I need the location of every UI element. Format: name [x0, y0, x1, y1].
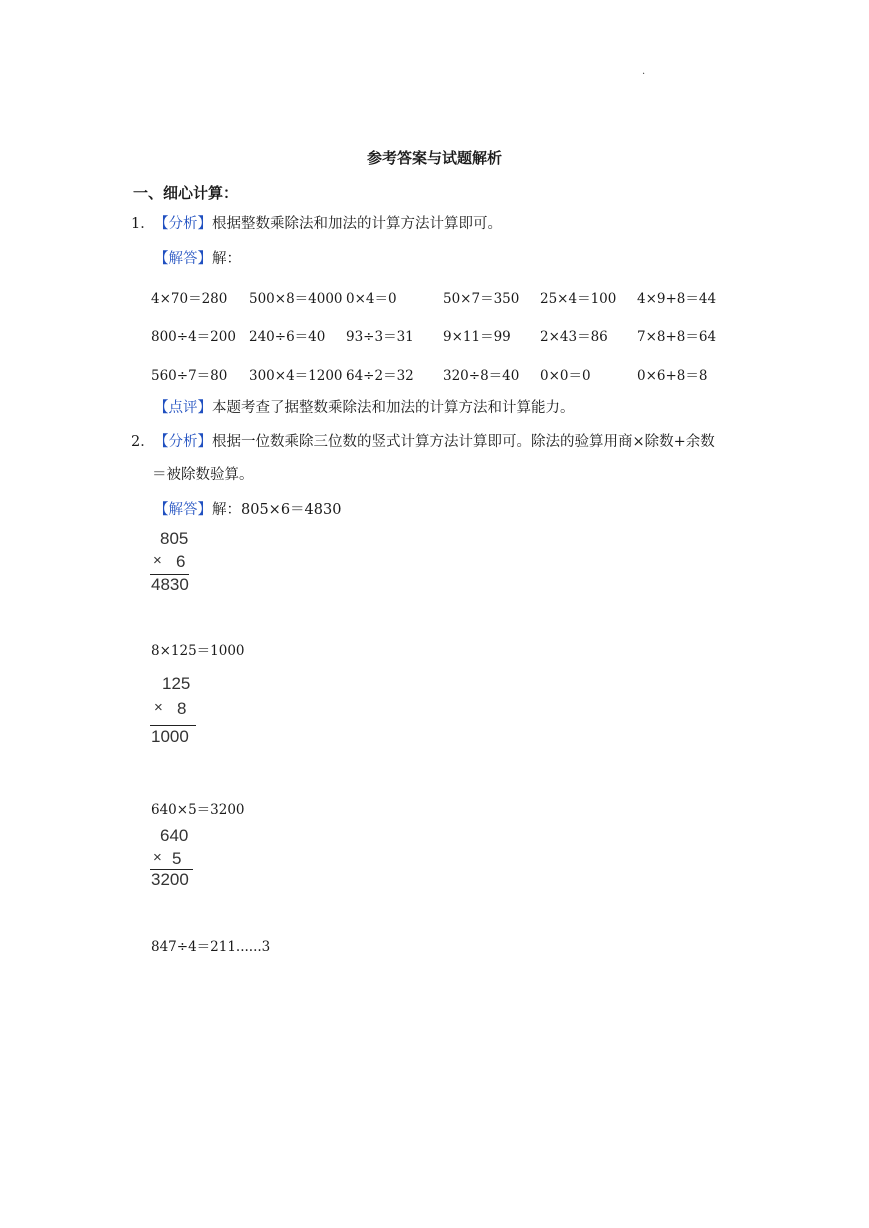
vertical-operator: × [153, 849, 162, 866]
q1-cell: 320÷8＝40 [443, 368, 520, 384]
q2-answer-text: 解：805×6＝4830 [212, 502, 342, 518]
q1-cell: 4×70＝280 [151, 291, 228, 307]
q1-cell: 2×43＝86 [540, 329, 608, 345]
q1-answer [154, 249, 241, 269]
q1-comment-tag: 【点评】 [154, 400, 212, 416]
q2-equation-4: 847÷4＝211......3 [151, 939, 271, 955]
vertical-operator: × [154, 699, 163, 716]
vertical-top: 805 [160, 529, 189, 548]
q1-answer-text: 解： [212, 251, 241, 267]
vertical-top: 640 [160, 826, 189, 845]
q1-answer-tag: 【解答】 [154, 251, 212, 267]
q2-answer [154, 500, 341, 520]
vertical-multiplier: 8 [177, 699, 187, 718]
vertical-operator: × [153, 552, 162, 569]
header-dot: . [642, 66, 646, 77]
vertical-multiplier: 6 [176, 552, 186, 571]
q1-cell: 0×0＝0 [540, 368, 591, 384]
q1-cell: 64÷2＝32 [346, 368, 414, 384]
vertical-divider [150, 725, 196, 726]
q1-cell: 0×4＝0 [346, 291, 397, 307]
q1-cell: 93÷3＝31 [346, 329, 414, 345]
q1-cell: 300×4＝1200 [249, 368, 343, 384]
q2-equation-2: 8×125＝1000 [151, 643, 245, 659]
q1-cell: 0×6+8＝8 [637, 368, 708, 384]
q2-analysis-text: 根据一位数乘除三位数的竖式计算方法计算即可。除法的验算用商×除数+余数 [212, 434, 715, 450]
q1-comment [154, 398, 575, 418]
q1-comment-text: 本题考查了据整数乘除法和加法的计算方法和计算能力。 [212, 400, 575, 416]
q2-analysis-tag: 【分析】 [154, 434, 212, 450]
q1-cell: 500×8＝4000 [249, 291, 343, 307]
q2-analysis-cont: ＝被除数验算。 [152, 467, 254, 483]
vertical-result: 3200 [151, 870, 189, 889]
q1-cell: 4×9+8＝44 [637, 291, 717, 307]
q1-cell: 25×4＝100 [540, 291, 617, 307]
q1-cell: 800÷4＝200 [151, 329, 236, 345]
page-title: 参考答案与试题解析 [366, 149, 502, 167]
q1-cell: 7×8+8＝64 [637, 329, 717, 345]
q1-analysis-text: 根据整数乘除法和加法的计算方法计算即可。 [212, 216, 502, 232]
q2-number: 2． [131, 434, 155, 450]
vertical-top: 125 [162, 674, 191, 693]
q1-analysis [154, 214, 502, 234]
q1-cell: 9×11＝99 [443, 329, 511, 345]
vertical-result: 1000 [151, 727, 189, 746]
section-heading-1: 一、细心计算： [133, 184, 239, 202]
q1-analysis-tag: 【分析】 [154, 216, 212, 232]
q1-cell: 240÷6＝40 [249, 329, 326, 345]
q2-equation-3: 640×5＝3200 [151, 802, 245, 818]
vertical-result: 4830 [151, 575, 189, 594]
q2-answer-tag: 【解答】 [154, 502, 212, 518]
vertical-multiplier: 5 [172, 849, 182, 868]
q1-number: 1． [131, 216, 155, 232]
q2-analysis [154, 432, 715, 452]
q1-cell: 50×7＝350 [443, 291, 520, 307]
q1-cell: 560÷7＝80 [151, 368, 228, 384]
